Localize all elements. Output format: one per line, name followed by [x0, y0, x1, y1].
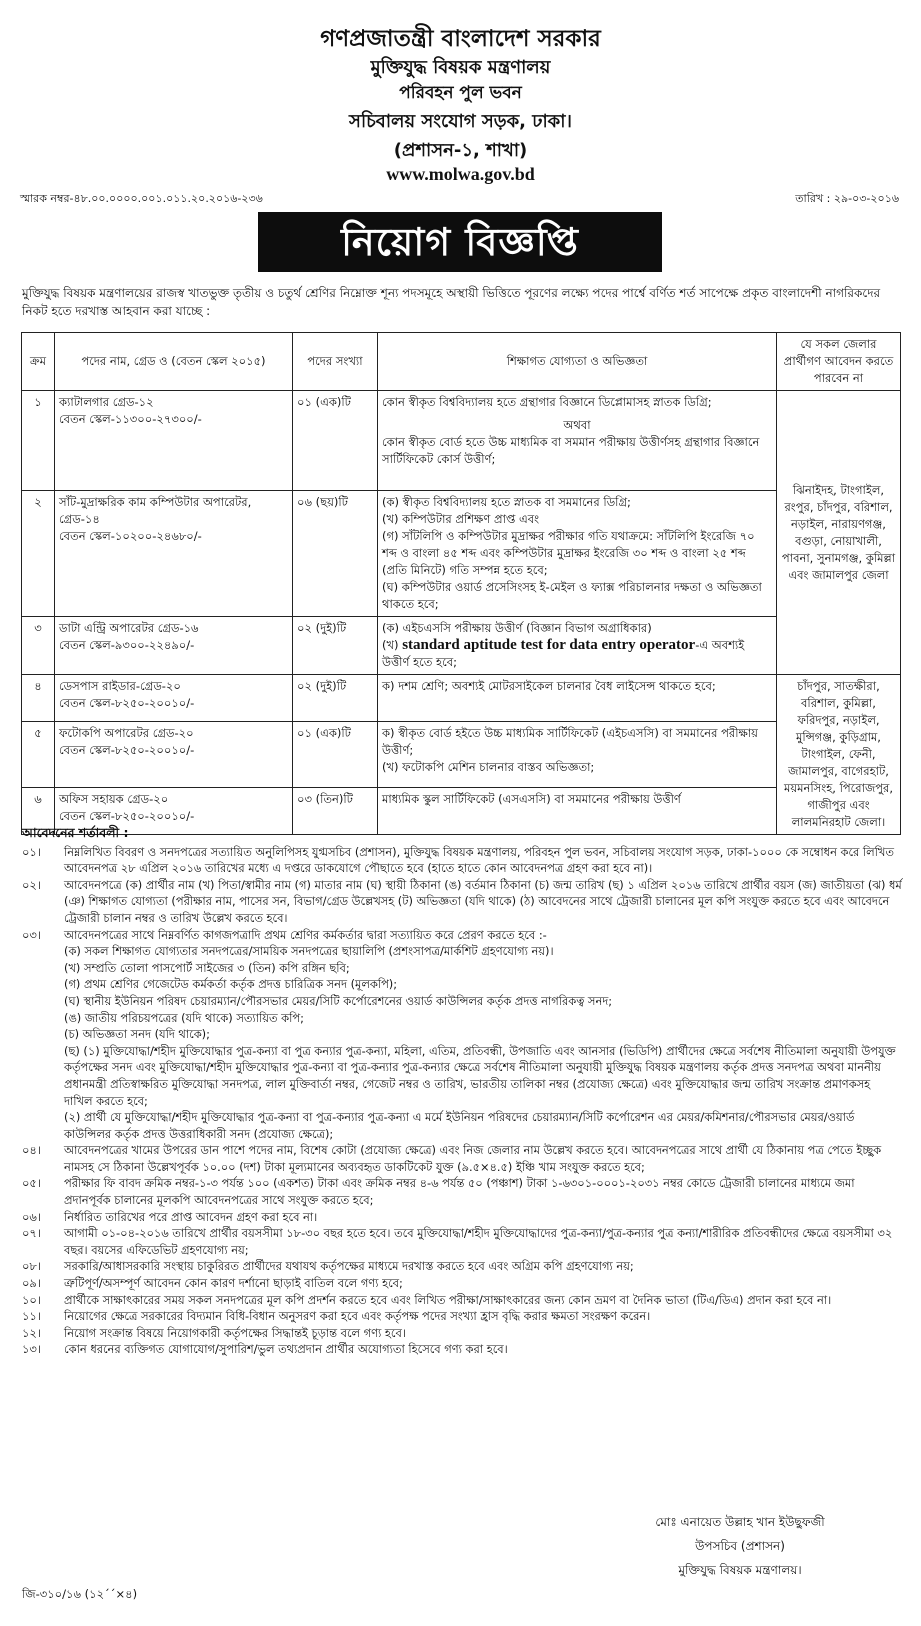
term-item	[22, 1010, 902, 1027]
term-item	[22, 1341, 902, 1358]
term-text: সরকারি/আধাসরকারি সংস্থায় চাকুরিরত প্রার্থীদের যথাযথ কর্তৃপক্ষের মাধ্যমে দরখাস্ত করতে হবে এবং অগ্রিম কপি গ্রহণযোগ্য নয়;	[64, 1259, 634, 1274]
qualification-or: অথবা	[563, 418, 591, 432]
address: সচিবালয় সংযোগ সড়ক, ঢাকা।	[349, 111, 572, 132]
government-name: গণপ্রজাতন্ত্রী বাংলাদেশ সরকার	[320, 26, 601, 52]
post-name: ক্যাটালগার গ্রেড-১২	[59, 395, 154, 409]
qualification-line: (খ) ফটোকপি মেশিন চালনার বাস্তব অভিজ্ঞতা;	[382, 759, 595, 774]
term-text: ত্রুটিপূর্ণ/অসম্পূর্ণ আবেদন কোন কারণ দর্শানো ছাড়াই বাতিল বলে গণ্য হবে;	[64, 1276, 403, 1291]
table-row	[22, 617, 901, 675]
term-text: (ঘ) স্থানীয় ইউনিয়ন পরিষদ চেয়ারম্যান/পৌরসভার মেয়র/সিটি কর্পোরেশনের ওয়ার্ড কাউন্সিলর কর্তৃক প্রদত্ত নাগরিকত্ব সনদ;	[64, 993, 613, 1008]
term-text: (চ) অভিজ্ঞতা সনদ (যদি থাকে);	[64, 1027, 210, 1042]
aptitude-test: standard aptitude test for data entry operator	[402, 637, 696, 653]
term-text: (গ) প্রথম শ্রেণির গেজেটেড কর্মকর্তা কর্তৃক প্রদত্ত চারিত্রিক সনদ (মূলকপি);	[64, 977, 398, 992]
qualification-line: (ক) এইচএসসি পরীক্ষায় উত্তীর্ণ (বিজ্ঞান বিভাগ অগ্রাধিকার)	[382, 621, 652, 635]
term-number	[22, 960, 64, 977]
term-item	[22, 993, 902, 1010]
term-item	[22, 943, 902, 960]
qualification-line: (খ) কম্পিউটার প্রশিক্ষণ প্রাপ্ত এবং	[382, 512, 540, 526]
row-count: ০১ (এক)টি	[293, 721, 378, 787]
term-number: ০১।	[22, 844, 41, 859]
post-name: সাঁট-মুদ্রাক্ষরিক কাম কম্পিউটার অপারেটর, গ্রেড-১৪	[59, 495, 252, 526]
terms-list	[22, 844, 902, 1358]
term-number: ১০।	[22, 1292, 41, 1307]
term-number: ১২।	[22, 1325, 41, 1340]
row-qualification	[378, 675, 777, 722]
signatory-designation: উপসচিব (প্রশাসন)	[695, 1539, 785, 1553]
row-post	[55, 391, 293, 491]
term-item	[22, 927, 902, 944]
post-name: অফিস সহায়ক গ্রেড-২০	[59, 792, 169, 807]
term-text: আগামী ০১-০৪-২০১৬ তারিখে প্রার্থীর বয়সসীমা ১৮-৩০ বছর হতে হবে। তবে মুক্তিযোদ্ধা/শহীদ মুক্তিযোদ্ধাদের পুত্র-কন্যা/পুত্র-কন্যার পুত্র কন্যা/শারীরিক প্রতিবন্ধীদের ক্ষেত্রে বয়সসীমা ৩২ বছর। বয়সের এফিডেভিট গ্রহণযোগ্য নয়;	[64, 1226, 893, 1257]
term-number	[22, 1043, 64, 1109]
term-number	[22, 1109, 64, 1142]
header-serial: ক্রম	[22, 333, 55, 391]
row-post	[55, 675, 293, 722]
term-number	[22, 1026, 64, 1043]
term-item	[22, 877, 902, 927]
term-number	[22, 943, 64, 960]
table-row	[22, 491, 901, 617]
website: www.molwa.gov.bd	[386, 164, 535, 184]
application-terms	[22, 825, 902, 1358]
term-item	[22, 1225, 902, 1258]
term-text: আবেদনপত্রে (ক) প্রার্থীর নাম (খ) পিতা/স্বামীর নাম (গ) মাতার নাম (ঘ) স্থায়ী ঠিকানা (ঙ) বর্তমান ঠিকানা (চ) জন্ম তারিখ (ছ) ১ এপ্রিল ২০১৬ তারিখে প্রার্থীর বয়স (জ) জাতীয়তা (ঝ) ধর্ম (ঞ) শিক্ষাগত যোগ্যতা (পরীক্ষার নাম, পাসের সন, বিভাগ/গ্রেড উল্লেখসহ (ট) অভিজ্ঞতা (যদি থাকে) (ঠ) আবেদনের সাথে ট্রেজারী চালানের মূল কপি সংযুক্ত করতে হবে এবং আবেদনে ট্রেজারী চালান নম্বর ও তারিখ উল্লেখ করতে হবে।	[64, 877, 902, 925]
term-item	[22, 1026, 902, 1043]
row-count: ০৩ (তিন)টি	[293, 788, 378, 835]
term-text: নিয়োগের ক্ষেত্রে সরকারের বিদ্যমান বিধি-বিধান অনুসরণ করা হবে এবং কর্তৃপক্ষ পদের সংখ্যা হ্রাস বৃদ্ধি করার ক্ষমতা সংরক্ষণ করেন।	[64, 1309, 651, 1324]
row-qualification	[378, 391, 777, 491]
row-count: ০২ (দুই)টি	[293, 617, 378, 675]
term-number	[22, 1010, 64, 1027]
header-post: পদের নাম, গ্রেড ও (বেতন স্কেল ২০১৫)	[55, 333, 293, 391]
qualification-line: (গ) সাঁটলিপি ও কম্পিউটার মুদ্রাক্ষর পরীক্ষার গতি যথাক্রমে: সাঁটলিপি ইংরেজি ৭০ শব্দ ও বাংলা ৪৫ শব্দ এবং কম্পিউটার মুদ্রাক্ষর ইংরেজি ৩০ শব্দ ও বাংলা ২৫ শব্দ (প্রতি মিনিটে) গতি সম্পন্ন হতে হবে;	[382, 529, 755, 577]
qualification-line: ক) দশম শ্রেণি; অবশ্যই মোটরসাইকেল চালনার বৈধ লাইসেন্স থাকতে হবে;	[382, 679, 716, 693]
term-number: ০৫।	[22, 1176, 41, 1191]
term-number	[22, 993, 64, 1010]
term-item	[22, 976, 902, 993]
term-text: আবেদনপত্রের সাথে নিম্নবর্ণিত কাগজপত্রাদি প্রথম শ্রেণির কর্মকর্তার দ্বারা সত্যায়িত করে প্রেরণ করতে হবে :-	[64, 927, 547, 942]
row-serial: ৪	[22, 675, 55, 722]
post-name: ডাটা এন্ট্রি অপারেটর গ্রেড-১৬	[59, 621, 199, 635]
row-serial: ৫	[22, 721, 55, 787]
row-serial: ১	[22, 391, 55, 491]
term-number: ০৩।	[22, 927, 41, 942]
term-text: নির্ধারিত তারিখের পরে প্রাপ্ত আবেদন গ্রহণ করা হবে না।	[64, 1209, 318, 1224]
qualification-line: কোন স্বীকৃত বিশ্ববিদ্যালয় হতে গ্রন্থাগার বিজ্ঞানে ডিপ্লোমাসহ স্নাতক ডিগ্রি;	[382, 395, 712, 409]
table-header-row	[22, 333, 901, 391]
term-item	[22, 1043, 902, 1109]
excluded-districts-a: ঝিনাইদহ, টাংগাইল, রংপুর, চাঁদপুর, বরিশাল, নড়াইল, নারায়ণগঞ্জ, বগুড়া, নোয়াখালী, পাবনা, সুনামগঞ্জ, কুমিল্লা এবং জামালপুর জেলা	[777, 391, 901, 675]
header-count: পদের সংখ্যা	[293, 333, 378, 391]
pay-scale: বেতন স্কেল-৯৩০০-২২৪৯০/-	[59, 638, 195, 652]
term-text: (ক) সকল শিক্ষাগত যোগ্যতার সনদপত্রের/সাময়িক সনদপত্রের ছায়ালিপি (প্রশংসাপত্র/মার্কশিট গ্রহণযোগ্য নয়)।	[64, 944, 554, 959]
term-item	[22, 1325, 902, 1342]
term-number: ১৩।	[22, 1342, 41, 1357]
term-item	[22, 1175, 902, 1208]
term-text: (খ) সম্প্রতি তোলা পাসপোর্ট সাইজের ৩ (তিন) কপি রঙ্গিন ছবি;	[64, 960, 350, 975]
term-text: প্রার্থীকে সাক্ষাৎকারের সময় সকল সনদপত্রের মূল কপি প্রদর্শন করতে হবে এবং লিখিত পরীক্ষা/সাক্ষাৎকারের জন্য কোন ভ্রমণ বা দৈনিক ভাতা (টিএ/ডিএ) প্রদান করা হবে না।	[64, 1292, 832, 1307]
qualification-line: (ক) স্বীকৃত বিশ্ববিদ্যালয় হতে স্নাতক বা সমমানের ডিগ্রি;	[382, 495, 631, 509]
pay-scale: বেতন স্কেল-১১৩০০-২৭৩০০/-	[59, 412, 202, 426]
notice-date: তারিখ : ২৯-০৩-২০১৬	[795, 192, 899, 205]
table-row	[22, 675, 901, 722]
term-text: (২) প্রার্থী যে মুক্তিযোদ্ধা/শহীদ মুক্তিযোদ্ধার পুত্র-কন্যা বা পুত্র-কন্যার পুত্র-কন্যা এ মর্মে ইউনিয়ন পরিষদের চেয়ারম্যান/সিটি কর্পোরেশন এর মেয়র/কমিশনার/পৌরসভার মেয়র/ওয়ার্ড কাউন্সিলর কর্তৃক প্রদত্ত উত্তরাধিকারী সনদ (প্রযোজ্য ক্ষেত্রে);	[64, 1110, 855, 1141]
term-item	[22, 844, 902, 877]
row-serial: ২	[22, 491, 55, 617]
term-item	[22, 960, 902, 977]
row-post	[55, 617, 293, 675]
term-number: ০৬।	[22, 1209, 41, 1224]
ministry-name: মুক্তিযুদ্ধ বিষয়ক মন্ত্রণালয়	[370, 57, 551, 78]
item-suffix: -এ অবশ্যই উত্তীর্ণ হতে হবে;	[382, 638, 745, 669]
qualification-line: কোন স্বীকৃত বোর্ড হতে উচ্চ মাধ্যমিক বা সমমান পরীক্ষায় উত্তীর্ণসহ গ্রন্থাগার বিজ্ঞানে সার্টিফিকেট কোর্স উত্তীর্ণ;	[382, 435, 760, 466]
signatory-office: মুক্তিযুদ্ধ বিষয়ক মন্ত্রণালয়।	[678, 1563, 802, 1577]
row-post	[55, 491, 293, 617]
header-districts: যে সকল জেলার প্রার্থীগণ আবেদন করতে পারবেন না	[777, 333, 901, 391]
term-text: (ছ) (১) মুক্তিযোদ্ধা/শহীদ মুক্তিযোদ্ধার পুত্র-কন্যা বা পুত্র কন্যার পুত্র-কন্যা, মহিলা, এতিম, প্রতিবন্ধী, উপজাতি এবং আনসার (ভিডিপি) প্রার্থীদের ক্ষেত্রে সর্বশেষ নীতিমালা অনুযায়ী উপযুক্ত কর্তৃপক্ষের সনদ এবং মুক্তিযোদ্ধা/শহীদ মুক্তিযোদ্ধার পুত্র-কন্যা বা পুত্র-কন্যার পুত্র-কন্যার ক্ষেত্রে সর্বশেষ নীতিমালা অনুযায়ী মুক্তিযুদ্ধ বিষয়ক মন্ত্রণালয় কর্তৃক প্রদত্ত সনদপত্র অথবা মাননীয় প্রধানমন্ত্রী প্রতিস্বাক্ষরিত মুক্তিযোদ্ধা সনদপত্র, লাল মুক্তিবার্তা নম্বর, গেজেট নম্বর ও তারিখ, ভারতীয় তালিকা নম্বর (প্রযোজ্য ক্ষেত্রে) এবং মুক্তিযোদ্ধার জন্ম তারিখ সংক্রান্ত প্রমাণকসহ দাখিল করতে হবে;	[64, 1043, 896, 1108]
term-text: আবেদনপত্রের খামের উপরের ডান পাশে পদের নাম, বিশেষ কোটা (প্রযোজ্য ক্ষেত্রে) এবং নিজ জেলার নাম উল্লেখ করতে হবে। আবেদনপত্রের সাথে প্রার্থী যে ঠিকানায় পত্র পেতে ইচ্ছুক নামসহ সে ঠিকানা উল্লেখপূর্বক ১০.০০ (দশ) টাকা মূল্যমানের অব্যবহৃত ডাকটিকেট যুক্ত (৯.৫×৪.৫) ইঞ্চি খাম সংযুক্ত করতে হবে;	[64, 1143, 882, 1174]
pay-scale: বেতন স্কেল-৮২৫০-২০০১০/-	[59, 742, 195, 757]
intro-paragraph: মুক্তিযুদ্ধ বিষয়ক মন্ত্রণালয়ের রাজস্ব খাতভুক্ত তৃতীয় ও চতুর্থ শ্রেণির নিম্নোক্ত শূন্য পদসমূহে অস্থায়ী ভিত্তিতে পূরণের লক্ষ্যে পদের পার্শ্বে বর্ণিত শর্ত সাপেক্ষে প্রকৃত বাংলাদেশী নাগরিকদের নিকট হতে দরখাস্ত আহবান করা যাচ্ছে :	[22, 286, 881, 318]
signature-block	[590, 1510, 890, 1582]
signatory-name: মোঃ এনায়েত উল্লাহ খান ইউছুফজী	[655, 1515, 825, 1529]
post-name: ডেসপাস রাইডার-গ্রেড-২০	[59, 679, 181, 693]
term-number: ০৮।	[22, 1259, 41, 1274]
term-number	[22, 976, 64, 993]
term-number: ০৪।	[22, 1143, 41, 1158]
row-count: ০৬ (ছয়)টি	[293, 491, 378, 617]
item-label: (খ)	[382, 638, 399, 652]
term-text: পরীক্ষার ফি বাবদ ক্রমিক নম্বর-১-৩ পর্যন্ত ১০০ (একশত) টাকা এবং ক্রমিক নম্বর ৪-৬ পর্যন্ত ৫০ (পঞ্চাশ) টাকা ১-৬৩০১-০০০১-২০৩১ নম্বর কোডে ট্রেজারী চালানের মাধ্যমে জমা প্রদানপূর্বক চালানের মূলকপি আবেদনপত্রের সাথে সংযুক্ত করতে হবে;	[64, 1176, 855, 1208]
row-qualification	[378, 617, 777, 675]
term-text: কোন ধরনের ব্যক্তিগত যোগাযোগ/সুপারিশ/ভুল তথ্যপ্রদান প্রার্থীর অযোগ্যতা হিসেবে গণ্য করা হবে।	[64, 1342, 508, 1357]
term-item	[22, 1109, 902, 1142]
row-serial: ৩	[22, 617, 55, 675]
header-qualification: শিক্ষাগত যোগ্যতা ও অভিজ্ঞতা	[378, 333, 777, 391]
excluded-districts-b: চাঁদপুর, সাতক্ষীরা, বরিশাল, কুমিল্লা, ফরিদপুর, নড়াইল, মুন্সিগঞ্জ, কুড়িগ্রাম, টাংগাইল, ফেনী, জামালপুর, বাগেরহাট, ময়মনসিংহ, পিরোজপুর, গাজীপুর এবং লালমনিরহাট জেলা।	[777, 675, 901, 835]
notice-title-banner: নিয়োগ বিজ্ঞপ্তি	[258, 212, 662, 272]
row-post	[55, 721, 293, 787]
qualification-line: (ঘ) কম্পিউটার ওয়ার্ড প্রসেসিংসহ ই-মেইল ও ফ্যাক্স পরিচালনার দক্ষতা ও অভিজ্ঞতা থাকতে হবে;	[382, 580, 762, 611]
qualification-line: মাধ্যমিক স্কুল সার্টিফিকেট (এসএসসি) বা সমমানের পরীক্ষায় উত্তীর্ণ	[382, 792, 681, 807]
gazette-code: জি-৩১০/১৬ (১২´´×৪)	[22, 1587, 138, 1601]
term-text: নিয়োগ সংক্রান্ত বিষয়ে নিয়োগকারী কর্তৃপক্ষের সিদ্ধান্তই চূড়ান্ত বলে গণ্য হবে।	[64, 1325, 406, 1340]
pay-scale: বেতন স্কেল-৮২৫০-২০০১০/-	[59, 809, 195, 824]
row-count: ০১ (এক)টি	[293, 391, 378, 491]
term-text: নিম্নলিখিত বিবরণ ও সনদপত্রের সত্যায়িত অনুলিপিসহ যুগ্মসচিব (প্রশাসন), মুক্তিযুদ্ধ বিষয়ক মন্ত্রণালয়, পরিবহন পুল ভবন, সচিবালয় সংযোগ সড়ক, ঢাকা-১০০০ কে সম্বোধন করে লিখিত আবেদনপত্র ২৮ এপ্রিল ২০১৬ তারিখের মধ্যে এ দপ্তরে ডাকযোগে পৌছাতে হবে (হাতে হাতে কোন আবেদনপত্র গ্রহণ করা হবে না)।	[64, 844, 894, 876]
term-item	[22, 1258, 902, 1275]
term-item	[22, 1142, 902, 1175]
qualification-line: ক) স্বীকৃত বোর্ড হইতে উচ্চ মাধ্যমিক সার্টিফিকেট (এইচএসসি) বা সমমানের পরীক্ষায় উত্তীর্ণ;	[382, 725, 758, 757]
row-count: ০২ (দুই)টি	[293, 675, 378, 722]
pay-scale: বেতন স্কেল-১০২০০-২৪৬৮০/-	[59, 529, 202, 543]
pay-scale: বেতন স্কেল-৮২৫০-২০০১০/-	[59, 696, 195, 710]
row-qualification	[378, 721, 777, 787]
table-row	[22, 391, 901, 491]
post-name: ফটোকপি অপারেটর গ্রেড-২০	[59, 725, 194, 740]
row-serial: ৬	[22, 788, 55, 835]
term-number: ০২।	[22, 877, 41, 892]
term-item	[22, 1292, 902, 1309]
memo-number: স্মারক নম্বর-৪৮.০০.০০০০.০০১.০১১.২০.২০১৬-২৩৬	[20, 192, 263, 205]
term-item	[22, 1308, 902, 1325]
term-number: ০৯।	[22, 1276, 41, 1291]
term-item	[22, 1209, 902, 1226]
term-number: ০৭।	[22, 1226, 41, 1241]
term-number: ১১।	[22, 1309, 41, 1324]
branch: (প্রশাসন-১, শাখা)	[393, 140, 528, 161]
row-qualification	[378, 491, 777, 617]
terms-title: আবেদনের শর্তাবলী :	[22, 825, 129, 840]
term-item	[22, 1275, 902, 1292]
table-row	[22, 721, 901, 787]
vacancy-table	[21, 332, 901, 835]
term-text: (ঙ) জাতীয় পরিচয়পত্রের (যদি থাকে) সত্যায়িত কপি;	[64, 1010, 304, 1025]
building-name: পরিবহন পুল ভবন	[399, 83, 522, 103]
qualification-line	[382, 637, 772, 671]
